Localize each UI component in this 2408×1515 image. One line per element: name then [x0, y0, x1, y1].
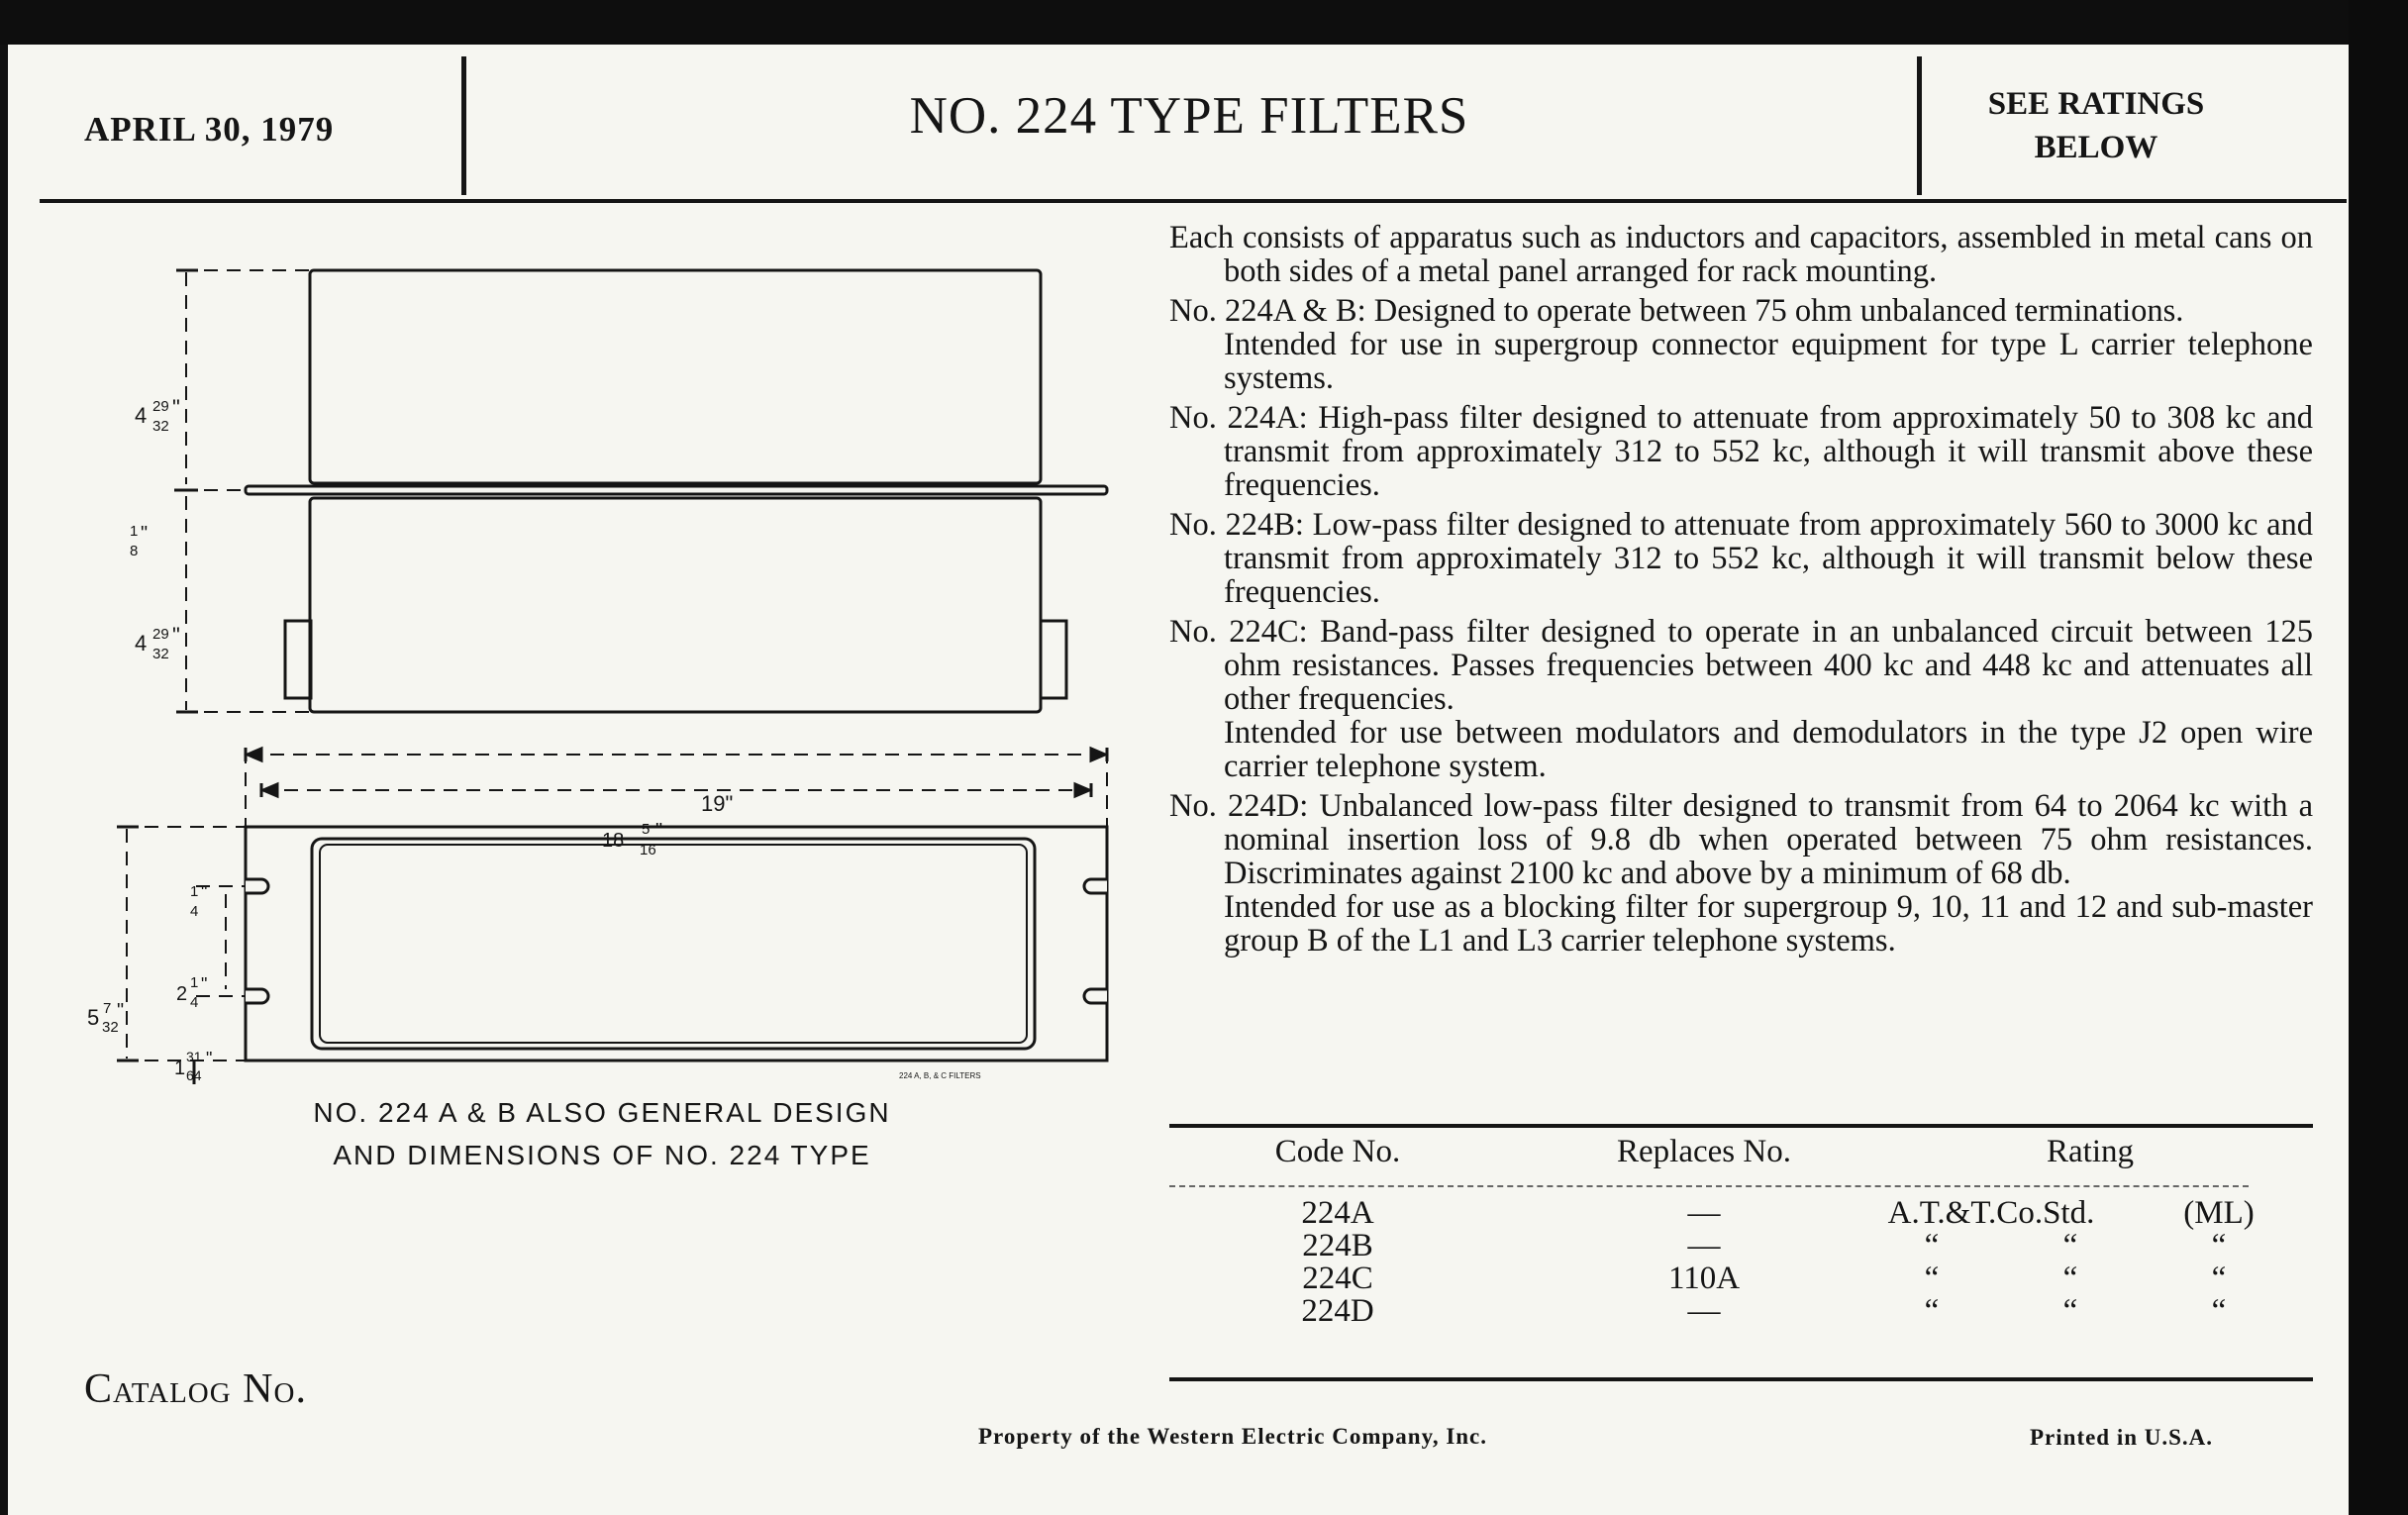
- description-intro: Each consists of apparatus such as inductors and capacitors, assembled in metal cans on both sides of a metal panel arranged for rack mounting.: [1169, 220, 2313, 289]
- label-overall-width: 19": [701, 791, 734, 816]
- label-panel-thickness-num: 1: [130, 523, 139, 540]
- slot-bottom-right: [1084, 989, 1107, 1003]
- scan-border-top: [0, 0, 2408, 45]
- cell-code: 224D: [1301, 1293, 1374, 1329]
- cell-replaces: —: [1687, 1228, 1721, 1263]
- drawing-caption-line1: NO. 224 A & B ALSO GENERAL DESIGN: [313, 1097, 891, 1128]
- label-slot-top-num: 1: [190, 883, 199, 900]
- label-panel-thickness-den: 8: [130, 543, 139, 559]
- slot-bottom-left: [246, 989, 268, 1003]
- label-slot-spacing-den: 4: [190, 994, 199, 1011]
- label-can-height-unit-lower: ": [172, 623, 180, 648]
- description-224c-use: Intended for use between modulators and demodulators in the type J2 open wire carrier telephone system.: [1224, 715, 2313, 784]
- cell-ditto: “: [2211, 1293, 2227, 1329]
- front-can-outline: [312, 839, 1035, 1049]
- label-panel-height-num: 7: [103, 1000, 112, 1017]
- label-slot-bottom-whole: 1: [174, 1058, 186, 1079]
- col-header-rating: Rating: [2047, 1134, 2134, 1169]
- cell-ditto: “: [2211, 1261, 2227, 1296]
- label-slot-top-den: 4: [190, 903, 199, 920]
- description-224c-text: No. 224C: Band-pass filter designed to operate in an unbalanced circuit between 125 ohm resistances. Passes frequencies between 400 kc and 448 kc and attenuates all other frequencies.: [1169, 614, 2313, 717]
- cell-ditto: “: [1924, 1261, 1940, 1296]
- cell-replaces: —: [1687, 1195, 1721, 1231]
- label-mount-width-num: 5: [642, 821, 651, 838]
- label-panel-height-unit: ": [117, 1000, 125, 1022]
- slot-top-right: [1084, 879, 1107, 893]
- label-panel-height-den: 32: [102, 1019, 119, 1036]
- lower-can-tab-left: [285, 621, 311, 698]
- printed-in-notice: Printed in U.S.A.: [2030, 1425, 2214, 1450]
- label-can-height-num-lower: 29: [152, 626, 169, 643]
- description-224ab-text: No. 224A & B: Designed to operate between 75 ohm unbalanced terminations.: [1169, 293, 2184, 329]
- label-mount-width-whole: 18: [602, 830, 625, 852]
- drawing-id-label: 224 A, B, & C FILTERS: [899, 1071, 981, 1080]
- label-can-height-num-upper: 29: [152, 398, 169, 415]
- table-bottom-rule: [1169, 1377, 2313, 1381]
- slot-top-left: [246, 879, 268, 893]
- label-can-height-whole-upper: 4: [135, 403, 148, 428]
- label-slot-bottom-den: 64: [186, 1067, 202, 1083]
- cell-ditto: “: [2211, 1228, 2227, 1263]
- description-224d-use: Intended for use as a blocking filter for supergroup 9, 10, 11 and 12 and sub-master group B of the L1 and L3 carrier telephone systems.: [1224, 889, 2313, 959]
- cell-code: 224C: [1302, 1261, 1373, 1296]
- see-ratings-note: [1933, 82, 2259, 169]
- cell-code: 224A: [1301, 1195, 1374, 1231]
- cell-ditto: “: [1924, 1293, 1940, 1329]
- label-can-height-den-upper: 32: [152, 418, 169, 435]
- col-header-replaces: Replaces No.: [1617, 1134, 1791, 1169]
- property-notice: Property of the Western Electric Company, Inc.: [978, 1424, 1488, 1449]
- label-panel-thickness-unit: ": [141, 523, 149, 545]
- table-top-rule: [1169, 1124, 2313, 1128]
- label-slot-top-unit: ": [201, 882, 208, 902]
- description-224b: No. 224B: Low-pass filter designed to attenuate from approximately 560 to 3000 kc and transmit from approximately 312 to 552 kc, although it will transmit below these frequencies.: [1169, 507, 2313, 610]
- description-224ab: [1169, 294, 2313, 395]
- lower-can-tab-right: [1041, 621, 1066, 698]
- label-slot-bottom-num: 31: [186, 1049, 202, 1064]
- description-224ab-use: Intended for use in supergroup connector equipment for type L carrier telephone systems.: [1224, 327, 2313, 396]
- cell-ditto: “: [1924, 1228, 1940, 1263]
- upper-can-outline: [310, 270, 1041, 483]
- dimension-drawing: [8, 45, 1156, 1154]
- label-slot-spacing-whole: 2: [176, 983, 188, 1005]
- table-header-rule: [1169, 1185, 2249, 1187]
- label-mount-width-den: 16: [640, 842, 656, 858]
- description-224c: [1169, 615, 2313, 783]
- description-224d: [1169, 789, 2313, 958]
- cell-ditto: “: [2062, 1261, 2078, 1296]
- cell-rating: A.T.&T.Co.Std.: [1887, 1195, 2095, 1231]
- cell-replaces: —: [1687, 1293, 1721, 1329]
- label-slot-spacing-unit: ": [201, 974, 208, 994]
- label-slot-spacing-num: 1: [190, 974, 199, 991]
- page-title: NO. 224 TYPE FILTERS: [909, 87, 1469, 145]
- label-panel-height-whole: 5: [87, 1005, 100, 1030]
- header-divider-right: [1917, 56, 1922, 195]
- cell-ditto: “: [2062, 1228, 2078, 1263]
- label-can-height-whole-lower: 4: [135, 631, 148, 656]
- issue-date: APRIL 30, 1979: [84, 110, 335, 149]
- see-ratings-line2: BELOW: [2034, 130, 2158, 165]
- description-224a: No. 224A: High-pass filter designed to attenuate from approximately 50 to 308 kc and transmit from approximately 312 to 552 kc, although it will transmit above these frequencies.: [1169, 400, 2313, 503]
- panel-plate-side: [246, 486, 1107, 494]
- description-column: [1169, 221, 2313, 963]
- label-can-height-den-lower: 32: [152, 646, 169, 662]
- description-224d-text: No. 224D: Unbalanced low-pass filter designed to transmit from 64 to 2064 kc with a nominal insertion loss of 9.8 db when operated between 75 ohm resistances. Discriminates against 2100 kc and above by a minimum of 68 db.: [1169, 788, 2313, 891]
- catalog-number-label: Catalog No.: [84, 1366, 307, 1412]
- see-ratings-line1: SEE RATINGS: [1987, 86, 2205, 122]
- cell-code: 224B: [1302, 1228, 1373, 1263]
- front-panel-outline: [246, 827, 1107, 1060]
- col-header-code: Code No.: [1274, 1134, 1401, 1169]
- label-slot-bottom-unit: ": [206, 1049, 213, 1068]
- front-can-inner: [320, 845, 1027, 1043]
- cell-replaces: 110A: [1667, 1261, 1741, 1296]
- drawing-caption-line2: AND DIMENSIONS OF NO. 224 TYPE: [333, 1140, 871, 1170]
- catalog-sheet: [8, 45, 2349, 1515]
- cell-rating-class: (ML): [2183, 1195, 2255, 1231]
- scan-border-right: [2349, 0, 2408, 1515]
- label-can-height-unit-upper: ": [172, 395, 180, 420]
- label-mount-width-unit: ": [655, 820, 663, 842]
- lower-can-outline: [310, 498, 1041, 712]
- cell-ditto: “: [2062, 1293, 2078, 1329]
